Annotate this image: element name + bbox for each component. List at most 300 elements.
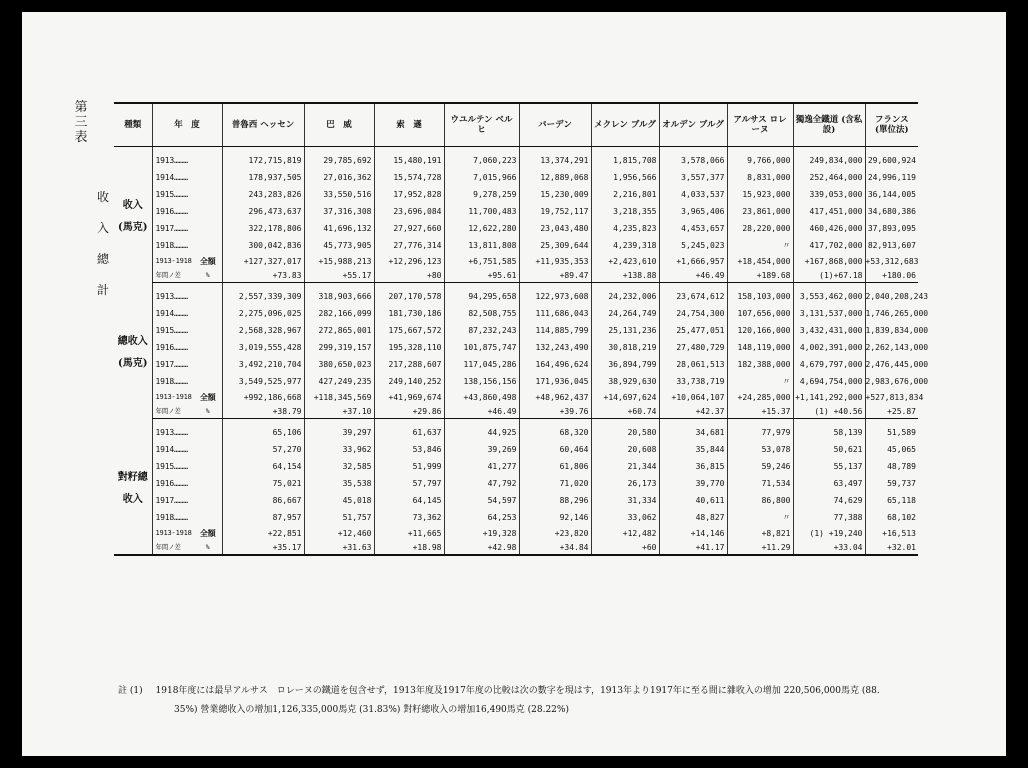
table-cell: 171,936,045 [519, 373, 591, 390]
table-cell: 15,480,191 [374, 147, 444, 170]
table-row [114, 322, 918, 339]
row-year: 1916……… [152, 339, 222, 356]
table-cell: 64,154 [222, 458, 304, 475]
table-cell: 32,585 [304, 458, 374, 475]
table-cell: 37,893,095 [865, 220, 918, 237]
header-section: 種類 [114, 103, 152, 147]
table-cell: 59,246 [727, 458, 793, 475]
footnote-line [118, 682, 938, 701]
header-col: メクレン ブルグ [591, 103, 659, 147]
change-cell: +11,935,353 [519, 254, 591, 268]
footnote-index: (1) [129, 686, 143, 696]
table-cell: 3,965,406 [659, 203, 727, 220]
change-row [114, 526, 918, 540]
percent-cell: +39.76 [519, 404, 591, 419]
table-cell: 55,137 [793, 458, 865, 475]
section-unit: (馬克) [118, 358, 148, 369]
table-cell: 339,053,000 [793, 186, 865, 203]
table-cell: 3,578,066 [659, 147, 727, 170]
table-cell: 68,102 [865, 509, 918, 526]
table-cell: 87,957 [222, 509, 304, 526]
table-cell: 15,230,009 [519, 186, 591, 203]
percent-cell: +33.04 [793, 540, 865, 555]
table-row [114, 419, 918, 442]
table-cell: 272,865,001 [304, 322, 374, 339]
table-cell: 114,885,799 [519, 322, 591, 339]
percent-cell: +29.86 [374, 404, 444, 419]
percent-row [114, 404, 918, 419]
change-cell: +12,482 [591, 526, 659, 540]
percent-cell: +89.47 [519, 268, 591, 283]
table-cell: 2,557,339,309 [222, 283, 304, 306]
table-cell: 12,622,280 [444, 220, 519, 237]
change-cell: +2,423,610 [591, 254, 659, 268]
table-cell: 25,309,644 [519, 237, 591, 254]
table-cell: 86,667 [222, 492, 304, 509]
change-row [114, 254, 918, 268]
change-label [152, 390, 222, 404]
percent-cell: +42.98 [444, 540, 519, 555]
table-row [114, 339, 918, 356]
change-cell: +1,141,292,000 [793, 390, 865, 404]
percent-cell: +60.74 [591, 404, 659, 419]
table-cell: 77,388 [793, 509, 865, 526]
header-row [114, 103, 918, 147]
table-cell: 27,016,362 [304, 169, 374, 186]
table-cell: 3,218,355 [591, 203, 659, 220]
change-cell: +23,820 [519, 526, 591, 540]
header-col: アルサス ロレーヌ [727, 103, 793, 147]
percent-label-text: 年間ノ差 [155, 406, 181, 415]
scanned-page [22, 12, 1006, 756]
table-cell: 61,806 [519, 458, 591, 475]
table-cell: 417,702,000 [793, 237, 865, 254]
percent-cell: +11.29 [727, 540, 793, 555]
table-cell: 7,060,223 [444, 147, 519, 170]
change-row [114, 390, 918, 404]
table-name-char: 收 [96, 190, 109, 204]
table-cell: 17,952,828 [374, 186, 444, 203]
header-col: ウユルテン ベルヒ [444, 103, 519, 147]
table-cell: 101,875,747 [444, 339, 519, 356]
footnote [118, 682, 938, 720]
header-col: 獨逸全鐵道 (含私設) [793, 103, 865, 147]
table-row [114, 169, 918, 186]
table-cell: 243,283,826 [222, 186, 304, 203]
table-name-char: 總 [96, 252, 109, 266]
table-cell: 4,694,754,000 [793, 373, 865, 390]
table-cell: 28,061,513 [659, 356, 727, 373]
change-cell: +41,969,674 [374, 390, 444, 404]
row-year: 1916……… [152, 475, 222, 492]
change-cell: +19,328 [444, 526, 519, 540]
section-unit: (馬克) [118, 222, 148, 234]
table-cell: 23,696,084 [374, 203, 444, 220]
percent-cell: +55.17 [304, 268, 374, 283]
row-year: 1917……… [152, 356, 222, 373]
table-body [114, 147, 929, 556]
row-year: 1914……… [152, 441, 222, 458]
table-cell: 460,426,000 [793, 220, 865, 237]
header-col: 索 遜 [374, 103, 444, 147]
table-cell: 21,344 [591, 458, 659, 475]
table-cell: 249,834,000 [793, 147, 865, 170]
table-cell: 41,696,132 [304, 220, 374, 237]
table-cell: 63,497 [793, 475, 865, 492]
change-label-years: 1913-1918 [155, 256, 192, 265]
table-cell: 35,538 [304, 475, 374, 492]
percent-cell: (1)+67.18 [793, 268, 865, 283]
table-cell: 60,464 [519, 441, 591, 458]
row-year: 1913……… [152, 419, 222, 442]
percent-cell: +25.87 [865, 404, 918, 419]
percent-cell: +42.37 [659, 404, 727, 419]
table-cell: 9,766,000 [727, 147, 793, 170]
row-year: 1913……… [152, 147, 222, 170]
table-cell: 33,550,516 [304, 186, 374, 203]
table-cell: 48,789 [865, 458, 918, 475]
row-year: 1913……… [152, 283, 222, 306]
table-cell: 3,131,537,000 [793, 305, 865, 322]
percent-label-text: 年間ノ差 [155, 542, 181, 551]
change-cell: +8,821 [727, 526, 793, 540]
change-cell: +527,813,834 [865, 390, 918, 404]
change-cell: +16,513 [865, 526, 918, 540]
table-cell: 〃 [727, 373, 793, 390]
table-cell: 2,040,208,243 [865, 283, 918, 306]
table-cell: 4,453,657 [659, 220, 727, 237]
table-cell: 252,464,000 [793, 169, 865, 186]
table-cell: 47,792 [444, 475, 519, 492]
table-cell: 158,103,000 [727, 283, 793, 306]
row-year: 1918……… [152, 509, 222, 526]
table-row [114, 237, 918, 254]
table-cell: 20,580 [591, 419, 659, 442]
change-cell: (1) +19,240 [793, 526, 865, 540]
table-cell: 33,738,719 [659, 373, 727, 390]
section-label-text: 總收入 [117, 336, 148, 347]
percent-cell: +32.01 [865, 540, 918, 555]
table-cell: 26,173 [591, 475, 659, 492]
change-label [152, 254, 222, 268]
header-col: フランス (單位法) [865, 103, 918, 147]
table-cell: 138,156,156 [444, 373, 519, 390]
table-cell: 4,239,318 [591, 237, 659, 254]
percent-mark: % [205, 406, 210, 415]
row-year: 1914……… [152, 305, 222, 322]
table-cell: 3,019,555,428 [222, 339, 304, 356]
change-cell: +118,345,569 [304, 390, 374, 404]
table-cell: 35,844 [659, 441, 727, 458]
table-cell: 181,730,186 [374, 305, 444, 322]
table-cell: 65,106 [222, 419, 304, 442]
row-year: 1918……… [152, 237, 222, 254]
percent-cell: +31.63 [304, 540, 374, 555]
table-cell: 57,797 [374, 475, 444, 492]
change-label-years: 1913-1918 [155, 528, 192, 537]
table-cell: 24,996,119 [865, 169, 918, 186]
table-cell: 15,574,728 [374, 169, 444, 186]
percent-cell: +46.49 [659, 268, 727, 283]
row-year: 1917……… [152, 220, 222, 237]
table-cell: 75,021 [222, 475, 304, 492]
table-cell: 19,752,117 [519, 203, 591, 220]
table-cell: 25,477,051 [659, 322, 727, 339]
table-cell: 45,065 [865, 441, 918, 458]
table-cell: 45,773,905 [304, 237, 374, 254]
table-cell: 23,674,612 [659, 283, 727, 306]
table-cell: 73,362 [374, 509, 444, 526]
table-cell: 27,776,314 [374, 237, 444, 254]
row-year: 1915……… [152, 186, 222, 203]
percent-label-text: 年間ノ差 [155, 270, 181, 279]
table-cell: 4,679,797,000 [793, 356, 865, 373]
percent-cell: +180.06 [865, 268, 918, 283]
table-cell: 30,818,219 [591, 339, 659, 356]
percent-cell: +41.17 [659, 540, 727, 555]
change-cell: +12,296,123 [374, 254, 444, 268]
percent-cell: +38.79 [222, 404, 304, 419]
table-cell: 2,476,445,000 [865, 356, 918, 373]
row-year: 1916……… [152, 203, 222, 220]
table-cell: 107,656,000 [727, 305, 793, 322]
table-cell: 3,432,431,000 [793, 322, 865, 339]
table-cell: 82,508,755 [444, 305, 519, 322]
change-cell: +48,962,437 [519, 390, 591, 404]
header-col: バーデン [519, 103, 591, 147]
table-cell: 417,451,000 [793, 203, 865, 220]
change-cell: +6,751,585 [444, 254, 519, 268]
table-cell: 3,557,377 [659, 169, 727, 186]
table-cell: 39,297 [304, 419, 374, 442]
section-label-text: 對籽總收入 [117, 471, 148, 505]
table-cell: 57,270 [222, 441, 304, 458]
percent-cell: +60 [591, 540, 659, 555]
change-cell: +14,697,624 [591, 390, 659, 404]
table-row [114, 373, 918, 390]
header-col: 巴 威 [304, 103, 374, 147]
row-year: 1915……… [152, 322, 222, 339]
table-row [114, 441, 918, 458]
percent-cell: +15.37 [727, 404, 793, 419]
table-cell: 15,923,000 [727, 186, 793, 203]
table-cell: 61,637 [374, 419, 444, 442]
table-cell: 45,018 [304, 492, 374, 509]
table-cell: 23,861,000 [727, 203, 793, 220]
table-cell: 4,235,823 [591, 220, 659, 237]
table-cell: 2,983,676,000 [865, 373, 918, 390]
percent-cell: +34.84 [519, 540, 591, 555]
table-cell: 39,269 [444, 441, 519, 458]
table-cell: 34,680,386 [865, 203, 918, 220]
table-cell: 3,492,210,704 [222, 356, 304, 373]
table-row [114, 492, 918, 509]
footnote-text: 35%) 營業總收入の增加1,126,335,000馬克 (31.83%) 對籽總收入の增加16,490馬克 (28.22%) [174, 705, 569, 715]
table-cell: 33,062 [591, 509, 659, 526]
table-name [96, 188, 110, 298]
table-cell: 64,253 [444, 509, 519, 526]
table-cell: 25,131,236 [591, 322, 659, 339]
table-cell: 195,328,110 [374, 339, 444, 356]
table-cell: 164,496,624 [519, 356, 591, 373]
table-name-char: 計 [96, 283, 109, 297]
table-name-char: 入 [96, 221, 109, 235]
change-cell: +18,454,000 [727, 254, 793, 268]
table-cell: 38,929,630 [591, 373, 659, 390]
table-cell: 11,700,483 [444, 203, 519, 220]
header-year: 年 度 [152, 103, 222, 147]
table-cell: 41,277 [444, 458, 519, 475]
table-cell: 4,033,537 [659, 186, 727, 203]
table-cell: 5,245,023 [659, 237, 727, 254]
table-cell: 8,831,000 [727, 169, 793, 186]
table-cell: 86,800 [727, 492, 793, 509]
table-cell: 1,815,708 [591, 147, 659, 170]
percent-cell: +138.88 [591, 268, 659, 283]
table-cell: 318,903,666 [304, 283, 374, 306]
table-cell: 31,334 [591, 492, 659, 509]
percent-cell: +73.83 [222, 268, 304, 283]
table-cell: 132,243,490 [519, 339, 591, 356]
table-row [114, 305, 918, 322]
table-cell: 58,139 [793, 419, 865, 442]
row-year: 1914……… [152, 169, 222, 186]
change-label-years: 1913-1918 [155, 392, 192, 401]
table-cell: 13,811,808 [444, 237, 519, 254]
table-row [114, 203, 918, 220]
table-cell: 82,913,607 [865, 237, 918, 254]
section-label [114, 147, 152, 283]
footnote-prefix: 註 [118, 686, 128, 696]
table-cell: 〃 [727, 509, 793, 526]
table-cell: 148,119,000 [727, 339, 793, 356]
row-year: 1918……… [152, 373, 222, 390]
header-col: オルデン ブルグ [659, 103, 727, 147]
table-cell: 296,473,637 [222, 203, 304, 220]
row-year: 1915……… [152, 458, 222, 475]
table-cell: 122,973,608 [519, 283, 591, 306]
table-cell: 4,002,391,000 [793, 339, 865, 356]
table-cell: 1,746,265,000 [865, 305, 918, 322]
table-cell: 27,480,729 [659, 339, 727, 356]
table-cell: 65,118 [865, 492, 918, 509]
table-cell: 380,650,023 [304, 356, 374, 373]
percent-cell: +46.49 [444, 404, 519, 419]
table-cell: 322,178,806 [222, 220, 304, 237]
table-cell: 92,146 [519, 509, 591, 526]
table-row [114, 283, 918, 306]
footnote-line [118, 701, 938, 720]
table-cell: 53,078 [727, 441, 793, 458]
section-label-text: 收入 [122, 200, 143, 212]
change-label-amount: 全額 [199, 255, 216, 266]
table-cell: 1,956,566 [591, 169, 659, 186]
table-cell: 175,667,572 [374, 322, 444, 339]
table-cell: 2,216,801 [591, 186, 659, 203]
table-cell: 117,045,286 [444, 356, 519, 373]
change-label-amount: 全額 [199, 391, 216, 402]
table-cell: 24,264,749 [591, 305, 659, 322]
change-cell: +24,285,000 [727, 390, 793, 404]
table-cell: 178,937,505 [222, 169, 304, 186]
table-cell: 54,597 [444, 492, 519, 509]
footnote-text: 1918年度には最早アルサス ロレーヌの鐵道を包含せず，1913年度及1917年度の比較は次の數字を現はす，1913年より1917年に至る間に雜收入の增加 220,506,000馬克 (88. [155, 686, 880, 696]
percent-row [114, 268, 918, 283]
change-cell: +15,988,213 [304, 254, 374, 268]
percent-cell: +80 [374, 268, 444, 283]
table-cell: 71,534 [727, 475, 793, 492]
table-number: 第三表 [74, 100, 88, 145]
percent-row [114, 540, 918, 555]
table-row [114, 356, 918, 373]
change-cell: +1,666,957 [659, 254, 727, 268]
table-cell: 51,757 [304, 509, 374, 526]
table-cell: 300,042,836 [222, 237, 304, 254]
table-cell: 2,568,328,967 [222, 322, 304, 339]
table-cell: 23,043,480 [519, 220, 591, 237]
table-row [114, 475, 918, 492]
change-cell: +11,665 [374, 526, 444, 540]
table-cell: 33,962 [304, 441, 374, 458]
percent-cell: +189.68 [727, 268, 793, 283]
change-cell: +53,312,683 [865, 254, 918, 268]
percent-cell: (1) +40.56 [793, 404, 865, 419]
percent-cell: +37.10 [304, 404, 374, 419]
change-label-amount: 全額 [199, 527, 216, 538]
change-cell: +12,460 [304, 526, 374, 540]
table-cell: 36,144,005 [865, 186, 918, 203]
table-row [114, 458, 918, 475]
percent-label [152, 268, 222, 283]
table-cell: 64,145 [374, 492, 444, 509]
table-cell: 299,319,157 [304, 339, 374, 356]
table-cell: 50,621 [793, 441, 865, 458]
table-row [114, 186, 918, 203]
section-label [114, 283, 152, 419]
table-cell: 36,815 [659, 458, 727, 475]
table-cell: 427,249,235 [304, 373, 374, 390]
table-cell: 172,715,819 [222, 147, 304, 170]
table-cell: 37,316,308 [304, 203, 374, 220]
table-cell: 2,275,096,025 [222, 305, 304, 322]
table-cell: 9,278,259 [444, 186, 519, 203]
change-cell: +992,186,668 [222, 390, 304, 404]
table-cell: 87,232,243 [444, 322, 519, 339]
table-cell: 27,927,660 [374, 220, 444, 237]
percent-cell: +35.17 [222, 540, 304, 555]
change-label [152, 526, 222, 540]
section-label [114, 419, 152, 556]
change-cell: +127,327,017 [222, 254, 304, 268]
table-cell: 282,166,099 [304, 305, 374, 322]
table-cell: 24,232,006 [591, 283, 659, 306]
table-cell: 24,754,300 [659, 305, 727, 322]
table-cell: 48,827 [659, 509, 727, 526]
table-cell: 77,979 [727, 419, 793, 442]
change-cell: +43,860,498 [444, 390, 519, 404]
table-cell: 29,785,692 [304, 147, 374, 170]
table-cell: 59,737 [865, 475, 918, 492]
table-row [114, 147, 918, 170]
table-cell: 120,166,000 [727, 322, 793, 339]
table-cell: 111,686,043 [519, 305, 591, 322]
table-cell: 53,846 [374, 441, 444, 458]
table-cell: 36,894,799 [591, 356, 659, 373]
table-cell: 249,140,252 [374, 373, 444, 390]
revenue-table [114, 102, 929, 556]
table-cell: 34,681 [659, 419, 727, 442]
table-cell: 74,629 [793, 492, 865, 509]
